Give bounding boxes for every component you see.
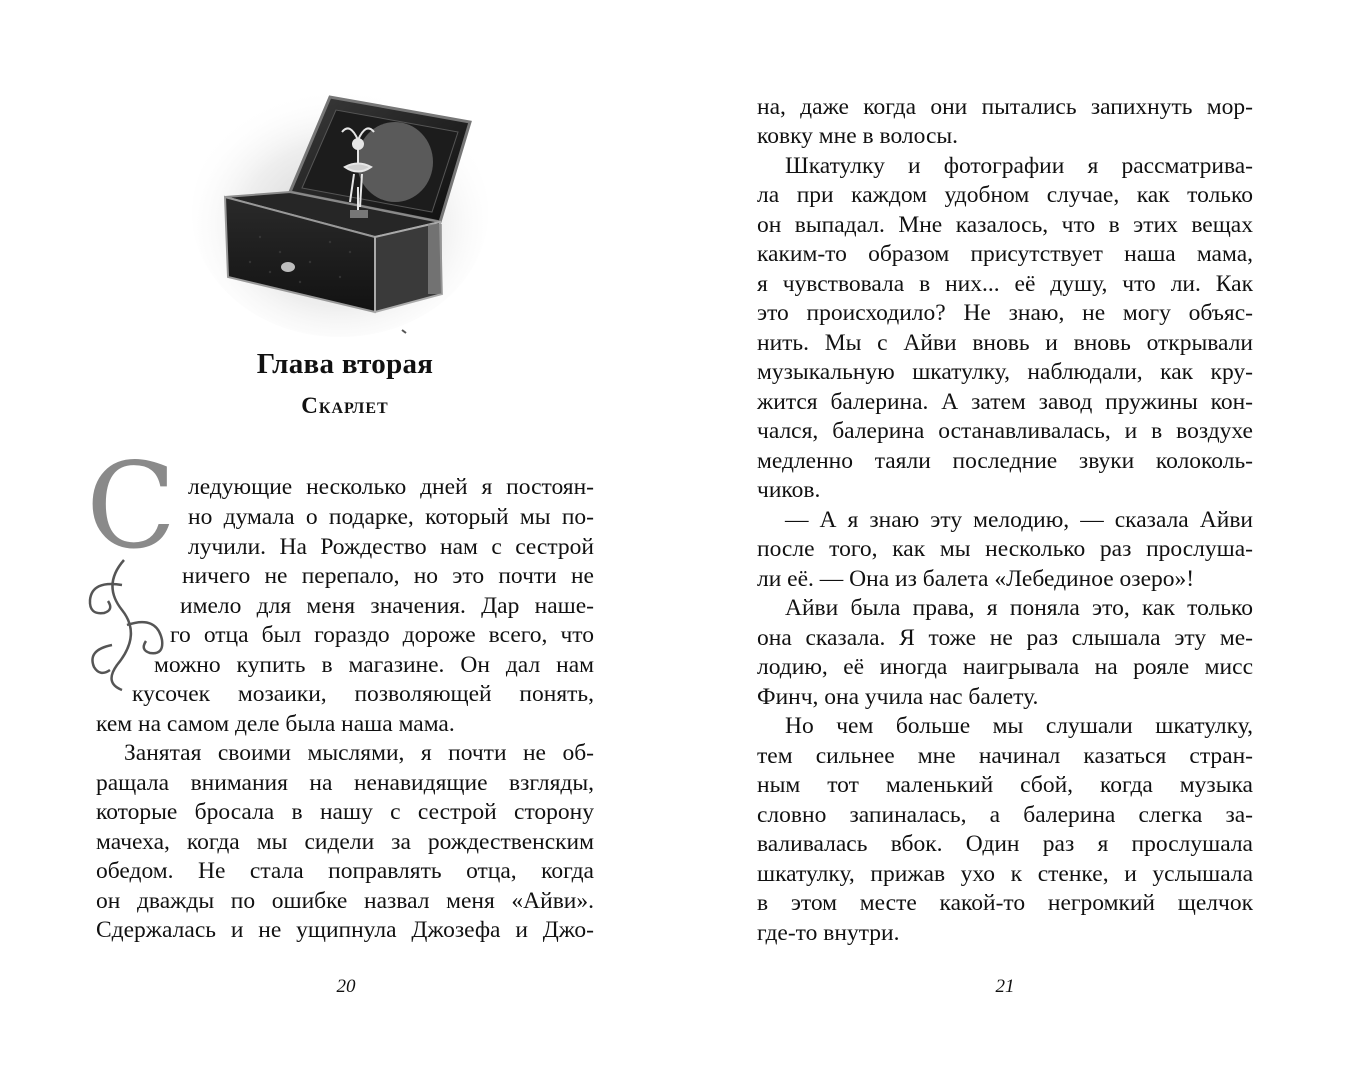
text-line: шкатулку, прижав ухо к стенке, и услышала	[757, 861, 1253, 887]
text-line: она сказала. Я тоже не раз слышала эту ме-	[757, 625, 1253, 651]
text-line: каким-то образом присутствует наша мама,	[757, 241, 1253, 267]
music-box-ballerina-illustration	[190, 62, 490, 342]
text-line: имело для меня значения. Дар наше-	[180, 593, 594, 619]
chapter-subtitle: Скарлет	[301, 393, 389, 418]
text-line: жится балерина. А затем завод пружины кон-	[757, 389, 1253, 415]
text-line: Айви была права, я поняла это, как только	[785, 595, 1253, 621]
text-line: кем на самом деле была наша мама.	[96, 711, 455, 737]
page-number: 20	[336, 976, 356, 997]
text-line: Сдержалась и не ущипнула Джозефа и Джо-	[96, 917, 594, 943]
right-page	[675, 0, 1350, 1080]
text-line: ничего не перепало, но это почти не	[182, 563, 594, 589]
text-line: ла при каждом удобном случае, как только	[757, 182, 1253, 208]
page-number: 21	[995, 976, 1015, 997]
text-line: Шкатулку и фотографии я рассматрива-	[785, 153, 1253, 179]
text-line: Финч, она учила нас балету.	[757, 684, 1039, 710]
text-line: музыкальную шкатулку, наблюдали, как кру-	[757, 359, 1253, 385]
text-line: в этом месте какой-то негромкий щелчок	[757, 890, 1253, 916]
text-line: Но чем больше мы слушали шкатулку,	[785, 713, 1253, 739]
text-line: Занятая своими мыслями, я почти не об-	[124, 740, 594, 766]
text-line: чиков.	[757, 477, 821, 503]
text-line: после того, как мы несколько раз прослуша-	[757, 536, 1253, 562]
text-line: где-то внутри.	[757, 920, 900, 946]
text-line: лучили. На Рождество нам с сестрой	[188, 534, 594, 560]
text-line: можно купить в магазине. Он дал нам	[154, 652, 594, 678]
text-line: ковку мне в волосы.	[757, 123, 959, 149]
text-line: ращала внимания на ненавидящие взгляды,	[96, 770, 594, 796]
text-line: чался, балерина останавливалась, и в воздухе	[757, 418, 1253, 444]
text-line: мачеха, когда мы сидели за рождественским	[96, 829, 594, 855]
chapter-title: Глава вторая	[256, 348, 434, 380]
text-line: он выпадал. Мне казалось, что в этих вещах	[757, 212, 1253, 238]
text-line: валивалась вбок. Один раз я прослушала	[757, 831, 1253, 857]
drop-cap-letter: С	[86, 437, 177, 575]
text-line: лодию, её иногда наигрывала на рояле мисс	[757, 654, 1253, 680]
text-line: но думала о подарке, который мы по-	[188, 504, 594, 530]
text-line: тем сильнее мне начинал казаться стран-	[757, 743, 1253, 769]
text-line: я чувствовала в них... её душу, что ли. Как	[757, 271, 1253, 297]
text-line: ли её. — Она из балета «Лебединое озеро»!	[757, 566, 1195, 592]
text-line: обедом. Не стала поправлять отца, когда	[96, 858, 594, 884]
text-line: это происходило? Не знаю, не могу объяс-	[757, 300, 1253, 326]
text-line: нить. Мы с Айви вновь и вновь открывали	[757, 330, 1253, 356]
text-line: которые бросала в нашу с сестрой сторону	[96, 799, 594, 825]
text-line: — А я знаю эту мелодию, — сказала Айви	[785, 507, 1253, 533]
text-line: го отца был гораздо дороже всего, что	[170, 622, 594, 648]
text-line: словно запиналась, а балерина слегка за-	[757, 802, 1253, 828]
text-line: медленно таяли последние звуки колоколь-	[757, 448, 1253, 474]
text-line: он дважды по ошибке назвал меня «Айви».	[96, 888, 594, 914]
text-line: ным тот маленький сбой, когда музыка	[757, 772, 1253, 798]
text-line: на, даже когда они пытались запихнуть мор-	[757, 94, 1253, 120]
text-line: кусочек мозаики, позволяющей понять,	[132, 681, 594, 707]
text-line: ледующие несколько дней я постоян-	[188, 474, 594, 500]
